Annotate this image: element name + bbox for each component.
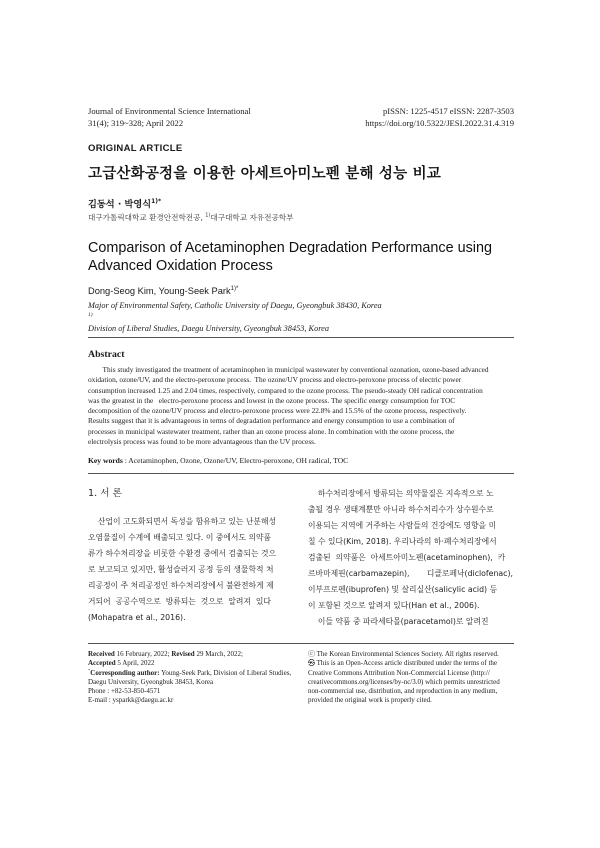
accepted-label: Accepted [88,659,116,668]
received-date: 16 February, 2022; [114,650,172,658]
korean-authors [88,196,161,210]
korean-title: 고급산화공정을 이용한 아세트아미노펜 분해 성능 비교 [88,166,441,182]
divider-keywords [88,473,514,474]
body-text-line: 출될 경우 생태계뿐만 아니라 하수처리수가 상수원수로 [308,505,494,514]
body-column-left [88,486,293,626]
article-type: ORIGINAL ARTICLE [88,143,183,154]
english-title-line-2: Advanced Oxidation Process [88,258,273,274]
footnote-license [308,650,516,706]
korean-affiliations [88,212,293,223]
journal-header-right [365,106,514,129]
journal-header-left [88,106,251,129]
footnote-left [88,650,293,706]
license-line: ⓒ The Korean Environmental Sciences Society. All rights reserved. [308,650,499,658]
body-text-line: 검출된 의약품은 아세트아미노펜(acetaminophen), 카 [308,553,506,562]
body-text-line: 로 보고되고 있지만, 활성슬러지 공정 등의 생물학적 처 [88,565,274,574]
english-affiliations [88,300,382,335]
received-label: Received [88,650,115,658]
abstract-line: oxidation, ozone/UV, and the electro-peroxone process. The ozone/UV process and electro-peroxone process of electric power [88,375,462,385]
english-author-sup: 1)* [230,285,239,292]
body-text-line: 이부프로펜(ibuprofen) 및 살리실산(salicylic acid) 등 [308,585,498,594]
keywords-text: : Acetaminophen, Ozone, Ozone/UV, Electro-peroxone, OH radical, TOC [122,456,349,465]
keywords [88,456,348,465]
abstract-line: processes in municipal wastewater treatment, rather than an ozone process alone. In combination with the ozone process, the [88,426,455,436]
korean-author-sup: 1)* [151,197,162,205]
body-text-line: (Mohapatra et al., 2016). [88,613,186,622]
abstract-line: electrolysis process was found to be more advantageous than the UV process. [88,436,316,446]
license-line: ㉿ This is an Open-Access article distributed under the terms of the [308,659,498,668]
journal-name: Journal of Environmental Science International [88,106,251,116]
abstract-line: was the greatest in the electro-peroxone process and lowest in the ozone process. The specific energy consumption for TOC [88,395,456,405]
journal-doi[interactable]: https://doi.org/10.5322/JESI.2022.31.4.319 [365,117,514,128]
journal-issn: pISSN: 1225-4517 eISSN: 2287-3503 [382,106,514,116]
license-line: creativecommons.org/licenses/by-nc/3.0) which permits unrestricted [308,677,500,686]
korean-affiliation-1: 대구가톨릭대학교 환경안전학전공, [88,213,206,222]
english-title [88,239,528,275]
left-column-text [88,514,293,626]
english-affiliation-2-sup: 1) [88,311,93,318]
body-text-line: 산업이 고도화되면서 독성을 함유하고 있는 난분해성 [88,517,277,526]
corresponding-sup: * [88,668,91,673]
body-text-line: 이 포함된 것으로 알려져 있다(Han et al., 2006). [308,601,480,610]
footnote-phone: Phone : +82-53-850-4571 [88,687,161,696]
body-text-line: 오염물질이 수계에 배출되고 있다. 이 중에서도 의약품 [88,533,272,542]
body-text-line: 리공정이 주 처리공정인 하수처리장에서 불완전하게 제 [88,581,274,590]
korean-affiliation-2: 대구대학교 자유전공학부 [210,213,294,222]
keywords-label: Key words [88,456,123,465]
english-affiliation-2: Division of Liberal Studies, Daegu University, Gyeongbuk 38453, Korea [88,324,329,334]
english-affiliation-1: Major of Environmental Safety, Catholic University of Daegu, Gyeongbuk 38430, Korea [88,301,382,310]
corresponding-author: Young-Seek Park, Division of Liberal Studies, [159,668,292,677]
english-title-line-1: Comparison of Acetaminophen Degradation Performance using [88,240,492,256]
body-text-line: 이들 약품 중 파라세타몰(paracetamol)로 알려진 [308,617,489,626]
journal-volume: 31(4); 319~328; April 2022 [88,117,184,128]
section-heading: 1. 서 론 [88,488,122,499]
body-text-line: 칠 수 있다(Kim, 2018). 우리나라의 하·폐수처리장에서 [308,537,497,546]
divider-top [88,337,514,338]
abstract-line: This study investigated the treatment of acetaminophen in municipal wastewater by conventional ozonation, ozone-based advanced [88,365,489,374]
abstract-line: decomposition of the ozone/UV process and electro-peroxone process were 22.8% and 15.5% of the ozone process, respectively. [88,406,467,415]
body-column-right [308,486,516,630]
english-author-names: Dong-Seog Kim, Young-Seek Park [88,286,231,296]
license-line: Creative Commons Attribution Non-Commercial License (http:// [308,668,490,677]
license-line: non-commercial use, distribution, and reproduction in any medium, [308,687,498,696]
body-text-line: 류가 하수처리장을 비롯한 수환경 중에서 검출되는 것으 [88,549,277,558]
abstract-body [88,365,514,447]
body-text-line: 르바마제핀(carbamazepin), 디클로페낙(diclofenac), [308,569,513,578]
footnote-email[interactable]: E-mail : ysparkk@daegu.ac.kr [88,696,174,705]
korean-author-names: 김동석 · 박영식 [88,199,152,210]
abstract-heading: Abstract [88,349,125,360]
abstract-line: Results suggest that it is advantageous in terms of degradation performance and energy consumption to use a combination of [88,416,455,426]
footnote-corresponding-line [88,669,293,678]
corresponding-label: Corresponding author: [90,668,160,677]
accepted-date: 5 April, 2022 [115,659,155,668]
body-text-line: 하수처리장에서 방류되는 의약물질은 지속적으로 노 [308,489,494,498]
body-text-line: 거되어 공공수역으로 방류되는 것으로 알려져 있다 [88,597,271,606]
english-affiliation-2-line [88,312,382,335]
revised-date: 29 March, 2022; [194,650,243,658]
body-text-line: 이용되는 지역에 거주하는 사람들의 건강에도 영향을 미 [308,521,497,530]
divider-footnotes [88,643,514,644]
korean-affiliation-sup: 1) [205,212,211,219]
revised-label: Revised [171,650,195,658]
footnote-received-line [88,650,293,659]
footnote-accepted-line [88,659,293,668]
license-line: provided the original work is properly cited. [308,696,432,705]
abstract-line: consumption increased 1.25 and 2.04 times, respectively, compared to the ozone process. The pseudo-steady OH radical concentration [88,385,483,395]
english-authors [88,286,238,296]
footnote-corresponding-address: Daegu University, Gyeongbuk 38453, Korea [88,677,214,686]
